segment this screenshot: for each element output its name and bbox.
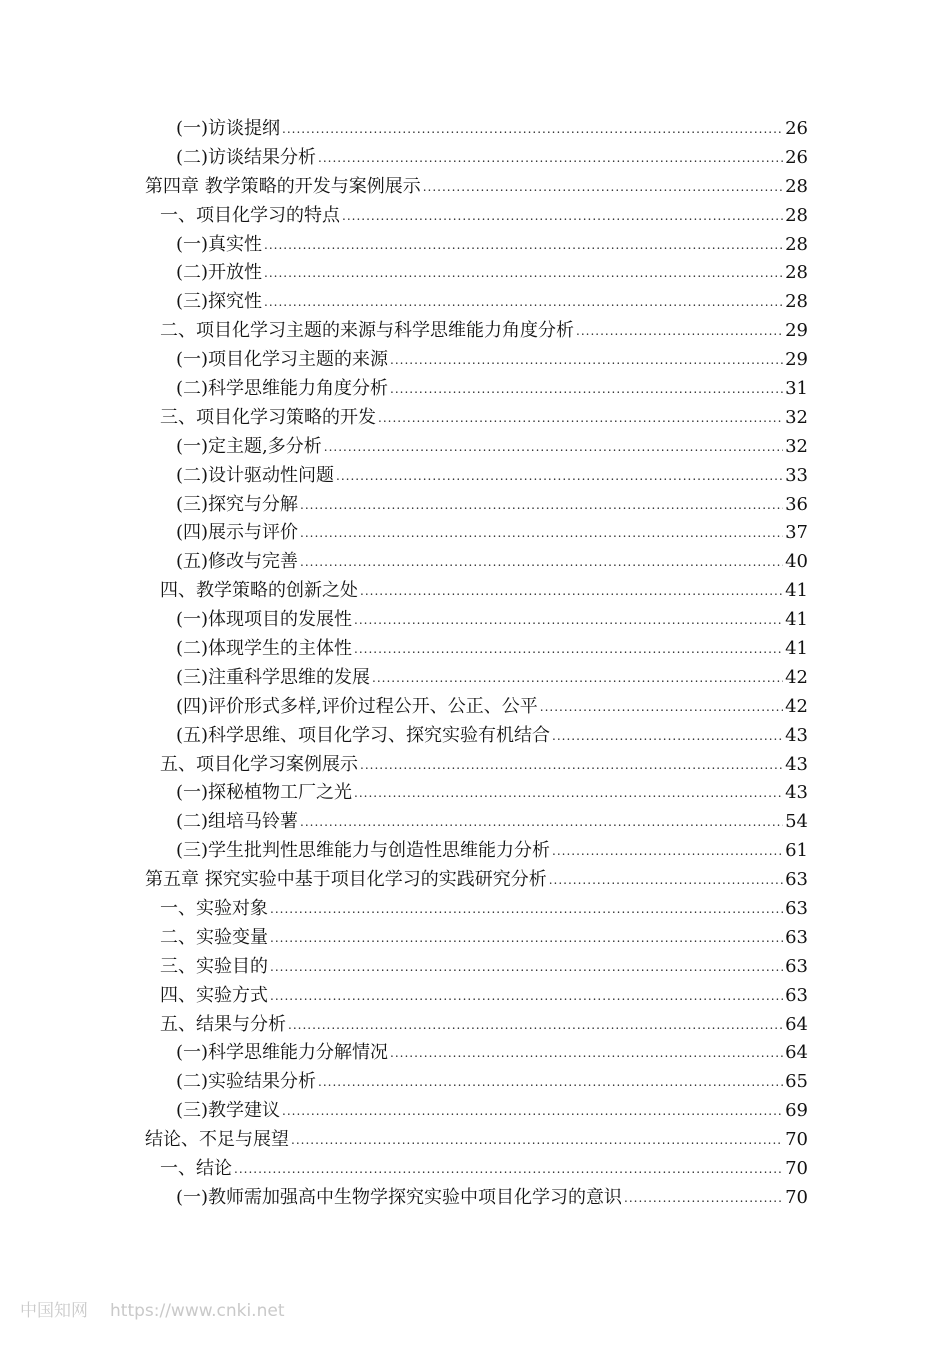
toc-entry-page: 61 — [785, 840, 808, 862]
toc-entry[interactable] — [0, 664, 808, 693]
toc-entry-title: (三)探究与分解 — [176, 493, 299, 515]
toc-entry[interactable] — [0, 1155, 808, 1184]
toc-entry[interactable] — [0, 866, 808, 895]
toc-entry-page: 70 — [785, 1186, 808, 1208]
toc-entry-page: 33 — [785, 464, 808, 486]
toc-entry-page: 42 — [785, 695, 808, 717]
toc-entry-page: 28 — [785, 291, 808, 313]
toc-entry-page: 63 — [785, 926, 808, 948]
toc-dot-leader — [372, 663, 783, 693]
toc-dot-leader — [300, 518, 783, 548]
toc-dot-leader — [291, 1125, 783, 1155]
toc-dot-leader — [549, 865, 783, 895]
toc-entry-title: (二)组培马铃薯 — [176, 811, 299, 833]
toc-entry-title: (一)科学思维能力分解情况 — [176, 1042, 389, 1064]
toc-dot-leader — [270, 952, 783, 982]
toc-entry-page: 64 — [785, 1013, 808, 1035]
toc-entry-page: 41 — [785, 580, 808, 602]
toc-entry-page: 70 — [785, 1129, 808, 1151]
toc-dot-leader — [270, 923, 783, 953]
toc-entry-page: 54 — [785, 811, 808, 833]
toc-entry[interactable] — [0, 288, 808, 317]
toc-entry-page: 65 — [785, 1071, 808, 1093]
toc-dot-leader — [540, 692, 783, 722]
toc-dot-leader — [360, 750, 783, 780]
toc-dot-leader — [390, 1038, 783, 1068]
toc-entry[interactable] — [0, 1068, 808, 1097]
toc-entry[interactable] — [0, 1126, 808, 1155]
toc-entry[interactable] — [0, 375, 808, 404]
toc-entry[interactable] — [0, 924, 808, 953]
toc-dot-leader — [552, 836, 783, 866]
toc-entry-title: (一)定主题,多分析 — [176, 435, 322, 457]
toc-entry[interactable] — [0, 1011, 808, 1040]
toc-entry-page: 43 — [785, 782, 808, 804]
toc-entry-page: 64 — [785, 1042, 808, 1064]
toc-entry-page: 31 — [785, 378, 808, 399]
toc-dot-leader — [270, 981, 783, 1011]
toc-entry[interactable] — [0, 433, 808, 462]
toc-entry-title: 一、实验对象 — [160, 898, 268, 920]
table-of-contents — [0, 115, 952, 1213]
toc-entry-title: (一)教师需加强高中生物学探究实验中项目化学习的意识 — [176, 1186, 623, 1208]
toc-dot-leader — [552, 721, 783, 751]
toc-entry-title: (三)注重科学思维的发展 — [176, 666, 371, 688]
toc-entry-page: 42 — [785, 666, 808, 688]
toc-dot-leader — [264, 258, 783, 288]
toc-entry[interactable] — [0, 462, 808, 491]
toc-dot-leader — [264, 230, 783, 260]
toc-dot-leader — [360, 576, 783, 606]
toc-entry-page: 63 — [785, 984, 808, 1006]
toc-entry[interactable] — [0, 1184, 808, 1213]
toc-dot-leader — [300, 490, 783, 520]
toc-entry-title: (一)真实性 — [176, 233, 263, 255]
toc-entry-title: 二、实验变量 — [160, 926, 268, 948]
toc-entry-title: 五、结果与分析 — [160, 1013, 286, 1035]
toc-entry[interactable] — [0, 173, 808, 202]
toc-entry-page: 63 — [785, 955, 808, 977]
toc-entry-title: (三)教学建议 — [176, 1100, 281, 1122]
toc-entry-page: 40 — [785, 551, 808, 573]
toc-entry-title: (二)科学思维能力角度分析 — [176, 378, 389, 399]
toc-entry-page: 28 — [785, 233, 808, 255]
toc-dot-leader — [270, 894, 783, 924]
toc-entry[interactable] — [0, 577, 808, 606]
toc-entry-title: (一)访谈提纲 — [176, 117, 281, 139]
toc-entry[interactable] — [0, 1097, 808, 1126]
toc-dot-leader — [354, 605, 783, 635]
toc-entry-title: (二)体现学生的主体性 — [176, 638, 353, 660]
toc-entry[interactable] — [0, 519, 808, 548]
toc-dot-leader — [318, 143, 783, 173]
toc-entry-title: 二、项目化学习主题的来源与科学思维能力角度分析 — [160, 320, 574, 342]
toc-entry[interactable] — [0, 982, 808, 1011]
watermark-url: https://www.cnki.net — [110, 1301, 285, 1321]
toc-dot-leader — [390, 345, 783, 375]
toc-entry[interactable] — [0, 837, 808, 866]
toc-entry-page: 41 — [785, 638, 808, 660]
toc-dot-leader — [282, 1096, 783, 1126]
toc-entry[interactable] — [0, 779, 808, 808]
toc-dot-leader — [282, 114, 783, 144]
toc-dot-leader — [318, 1067, 783, 1097]
toc-entry[interactable] — [0, 259, 808, 288]
toc-entry-title: (五)修改与完善 — [176, 551, 299, 573]
toc-dot-leader — [264, 287, 783, 317]
toc-entry[interactable] — [0, 317, 808, 346]
toc-entry-title: 第五章 探究实验中基于项目化学习的实践研究分析 — [145, 869, 547, 891]
toc-entry-page: 63 — [785, 869, 808, 891]
toc-entry[interactable] — [0, 953, 808, 982]
toc-entry-title: 五、项目化学习案例展示 — [160, 753, 358, 775]
toc-entry-title: 结论、不足与展望 — [145, 1129, 289, 1151]
toc-dot-leader — [624, 1183, 783, 1213]
toc-entry[interactable] — [0, 491, 808, 520]
toc-dot-leader — [576, 316, 783, 346]
toc-entry[interactable] — [0, 144, 808, 173]
toc-entry-page: 41 — [785, 609, 808, 631]
toc-entry[interactable] — [0, 346, 808, 375]
toc-entry[interactable] — [0, 115, 808, 144]
toc-entry-page: 28 — [785, 175, 808, 197]
toc-entry-title: (二)实验结果分析 — [176, 1071, 317, 1093]
toc-dot-leader — [354, 634, 783, 664]
toc-entry-title: (四)展示与评价 — [176, 522, 299, 544]
toc-entry-page: 32 — [785, 435, 808, 457]
toc-entry-page: 70 — [785, 1158, 808, 1180]
toc-entry-page: 29 — [785, 349, 808, 371]
cnki-watermark — [20, 1296, 306, 1321]
toc-entry[interactable] — [0, 606, 808, 635]
toc-dot-leader — [423, 172, 783, 202]
toc-entry-title: (一)项目化学习主题的来源 — [176, 349, 389, 371]
toc-entry-page: 26 — [785, 117, 808, 139]
toc-entry-page: 69 — [785, 1100, 808, 1122]
toc-entry-page: 28 — [785, 262, 808, 284]
toc-entry-page: 43 — [785, 724, 808, 746]
toc-dot-leader — [300, 547, 783, 577]
toc-entry-title: 四、实验方式 — [160, 984, 268, 1006]
toc-entry[interactable] — [0, 231, 808, 260]
toc-entry-title: 三、实验目的 — [160, 955, 268, 977]
toc-entry[interactable] — [0, 722, 808, 751]
toc-entry[interactable] — [0, 895, 808, 924]
watermark-site-name: 中国知网 — [20, 1301, 88, 1321]
toc-entry-page: 26 — [785, 146, 808, 168]
toc-dot-leader — [378, 403, 783, 433]
toc-entry[interactable] — [0, 635, 808, 664]
toc-entry-title: 四、教学策略的创新之处 — [160, 580, 358, 602]
toc-entry[interactable] — [0, 404, 808, 433]
toc-entry-title: (三)学生批判性思维能力与创造性思维能力分析 — [176, 840, 551, 862]
toc-entry-title: (二)开放性 — [176, 262, 263, 284]
toc-entry[interactable] — [0, 808, 808, 837]
toc-dot-leader — [342, 201, 783, 231]
toc-entry-page: 28 — [785, 204, 808, 226]
toc-dot-leader — [336, 461, 783, 491]
toc-dot-leader — [324, 432, 783, 462]
toc-entry[interactable] — [0, 202, 808, 231]
toc-entry-title: (二)访谈结果分析 — [176, 146, 317, 168]
toc-entry-title: 第四章 教学策略的开发与案例展示 — [145, 175, 421, 197]
toc-dot-leader — [354, 778, 783, 808]
toc-entry-title: (二)设计驱动性问题 — [176, 464, 335, 486]
toc-entry-page: 43 — [785, 753, 808, 775]
toc-entry[interactable] — [0, 751, 808, 780]
toc-entry-title: (一)体现项目的发展性 — [176, 609, 353, 631]
toc-entry-title: 一、结论 — [160, 1158, 232, 1180]
toc-dot-leader — [234, 1154, 783, 1184]
toc-dot-leader — [300, 807, 783, 837]
toc-entry-page: 37 — [785, 522, 808, 544]
toc-entry-page: 32 — [785, 406, 808, 428]
toc-entry-title: (一)探秘植物工厂之光 — [176, 782, 353, 804]
toc-entry[interactable] — [0, 1040, 808, 1069]
toc-entry-title: (五)科学思维、项目化学习、探究实验有机结合 — [176, 724, 551, 746]
toc-entry-page: 63 — [785, 898, 808, 920]
toc-entry-page: 29 — [785, 320, 808, 342]
toc-entry-page: 36 — [785, 493, 808, 515]
toc-entry[interactable] — [0, 693, 808, 722]
toc-dot-leader — [288, 1010, 783, 1040]
toc-entry-title: 三、项目化学习策略的开发 — [160, 406, 376, 428]
toc-dot-leader — [390, 374, 783, 404]
toc-entry-title: (四)评价形式多样,评价过程公开、公正、公平 — [176, 695, 538, 717]
toc-entry[interactable] — [0, 548, 808, 577]
toc-entry-title: (三)探究性 — [176, 291, 263, 313]
toc-entry-title: 一、项目化学习的特点 — [160, 204, 340, 226]
